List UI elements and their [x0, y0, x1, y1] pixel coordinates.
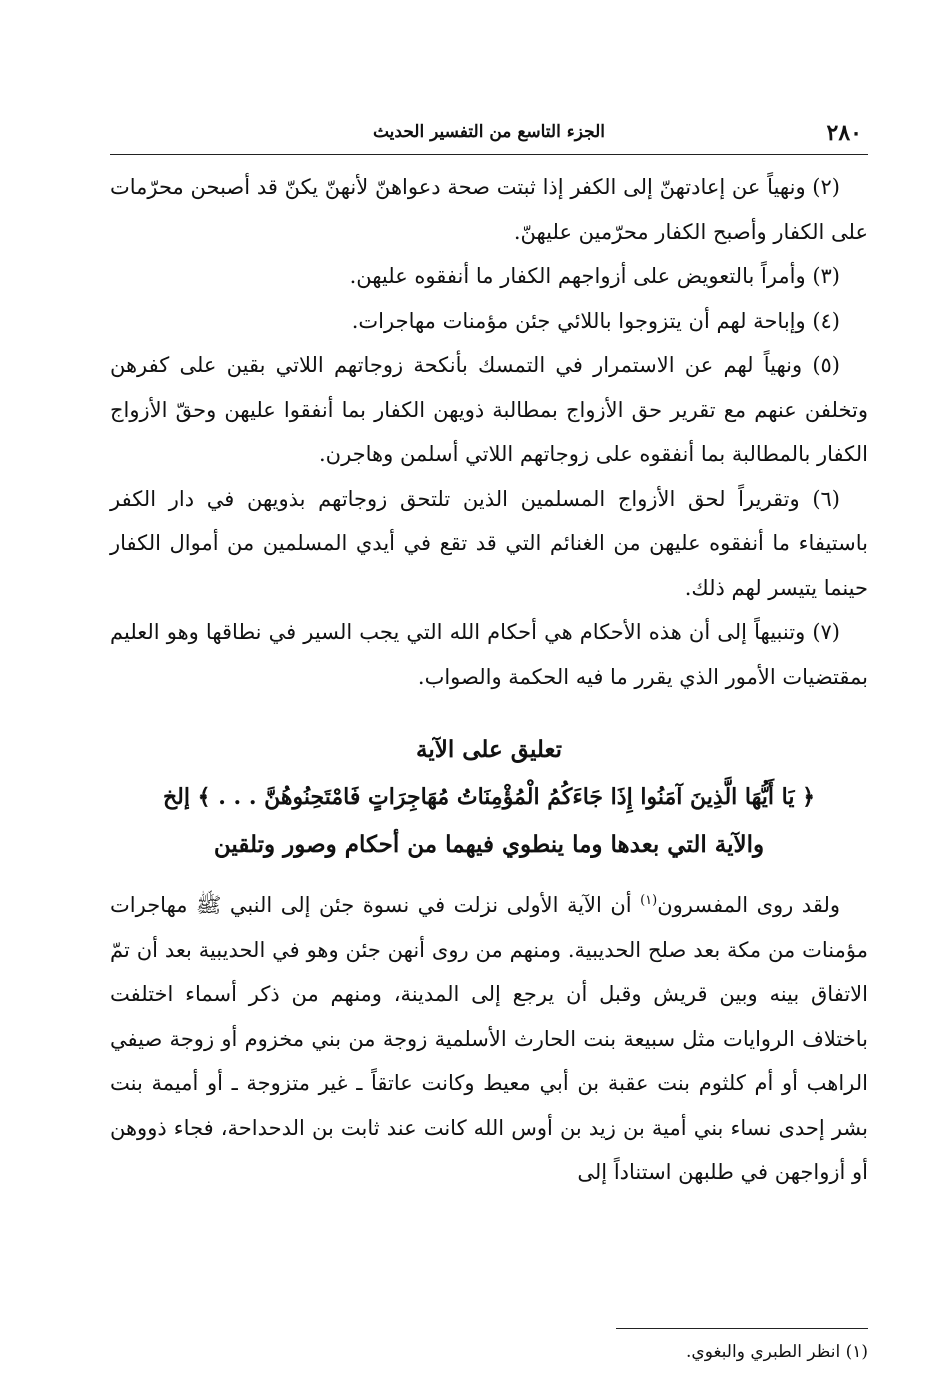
footnote: (١) انظر الطبري والبغوي. [685, 1342, 868, 1362]
book-page [110, 118, 868, 1362]
page-header [110, 118, 868, 155]
paragraph: (٤) وإباحة لهم أن يتزوجوا باللائي جئن مؤمنات مهاجرات. [351, 308, 840, 333]
paragraph: (٥) ونهياً لهم عن الاستمرار في التمسك بأنكحة زوجاتهم اللاتي بقين على كفرهن وتخلفن عنهم مع تقرير حق الأزواج بمطالبة ذويهن الكفار بما أنفقوا عليهن وحقّ الأزواج الكفار بالمطالبة بما أنفقوه على زوجاتهم اللاتي أسلمن وهاجرن. [110, 353, 868, 466]
paragraph: (٢) ونهياً عن إعادتهنّ إلى الكفر إذا ثبتت صحة دعواهنّ لأنهنّ يكنّ قد أصبحن محرّمات على الكفار وأصبح الكفار محرّمين عليهنّ. [110, 175, 868, 244]
commentary-paragraph [110, 883, 868, 1195]
paragraph: (٧) وتنبيهاً إلى أن هذه الأحكام هي أحكام الله التي يجب السير في نطاقها وهو العليم بمقتضيات الأمور الذي يقرر ما فيه الحكمة والصواب. [110, 620, 868, 689]
paragraph: (٣) وأمراً بالتعويض على أزواجهم الكفار ما أنفقوه عليهن. [349, 264, 840, 288]
commentary-text-rest: أن الآية الأولى نزلت في نسوة جئن إلى النبي ﷺ مهاجرات مؤمنات من مكة بعد صلح الحديبية. ومنهم من روى أنهن جئن وهو في الحديبية بعد أن تمّ الاتفاق بينه وبين قريش وقبل أن يرجع إلى المدينة، ومنهم من ذكر أسماء اختلفت باختلاف الروايات مثل سبيعة بنت الحارث الأسلمية زوجة من بني مخزوم أو زوجة صيفي الراهب أو أم كلثوم بنت عقبة بن أبي معيط وكانت عاتقاً ـ غير متزوجة ـ أو أميمة بنت بشر إحدى نساء بني أمية بن زيد بن أوس الله كانت عند ثابت بن الدحداحة، فجاء ذووهن أو أزواجهن في طلبهن استناداً إلى [110, 893, 868, 1184]
section-subheading: والآية التي بعدها وما ينطوي فيهما من أحكام وصور وتلقين [213, 831, 765, 858]
footnote-reference[interactable]: (١) [640, 893, 658, 908]
footnote-divider [616, 1328, 868, 1329]
commentary-text-start: ولقد روى المفسرون [657, 893, 840, 917]
page-number: ٢٨٠ [826, 120, 862, 146]
quran-verse: ﴿ يَا أَيُّهَا الَّذِينَ آمَنُوا إِذَا جَاءَكُمُ الْمُؤْمِنَاتُ مُهَاجِرَاتٍ فَامْتَحِنُوهُنَّ . . . ﴾ إلخ [162, 784, 816, 810]
section-heading: تعليق على الآية [416, 736, 562, 763]
paragraph: (٦) وتقريراً لحق الأزواج المسلمين الذين تلتحق زوجاتهم بذويهن في دار الكفر باستيفاء ما أنفقوه عليهن من الغنائم التي قد تقع في أيدي المسلمين من أموال الكفار حينما يتيسر لهم ذلك. [110, 486, 868, 600]
main-text [110, 165, 868, 1195]
running-title: الجزء التاسع من التفسير الحديث [372, 122, 605, 142]
